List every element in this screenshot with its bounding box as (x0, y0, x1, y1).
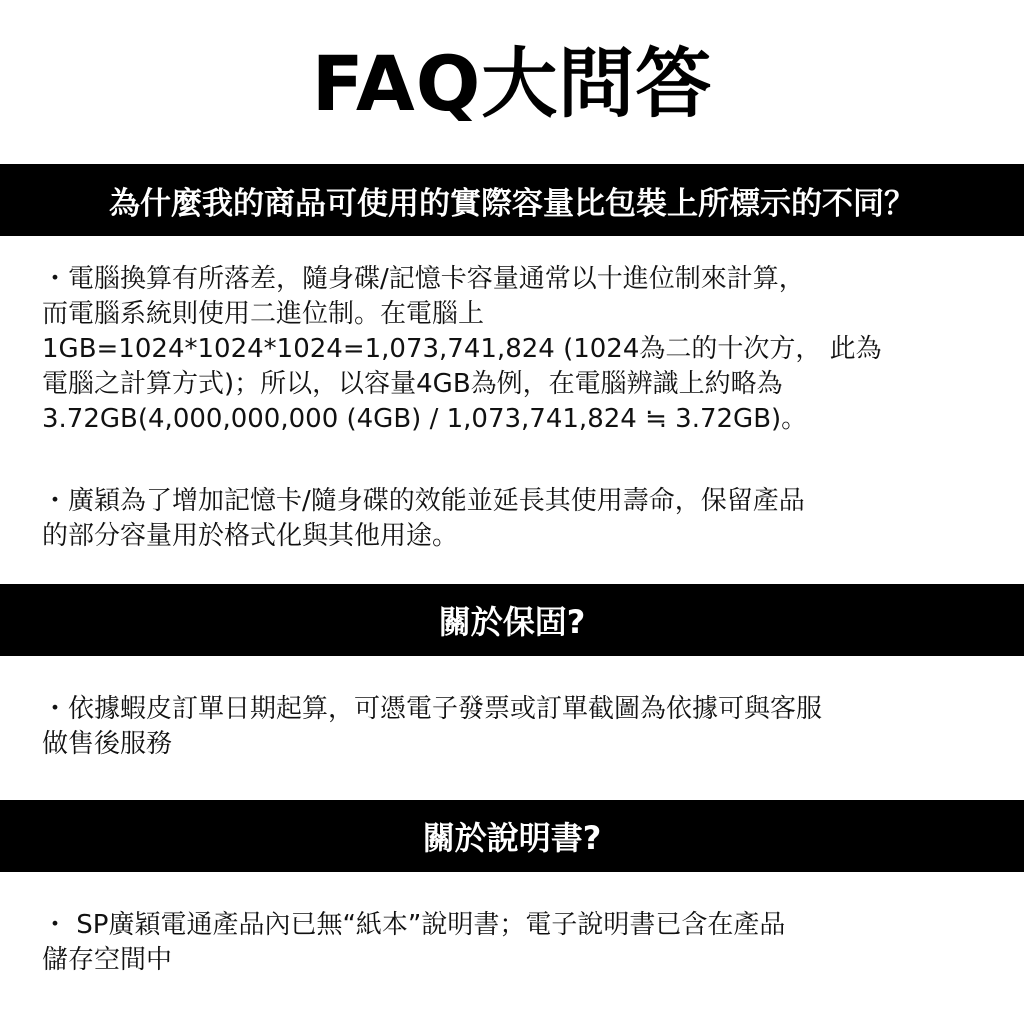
section-heading-capacity: 為什麼我的商品可使用的實際容量比包裝上所標示的不同？ (0, 164, 1024, 236)
page-title: FAQ大問答 (311, 39, 713, 128)
section-heading-manual: 關於說明書? (0, 800, 1024, 872)
section-heading-warranty: 關於保固? (0, 584, 1024, 656)
warranty-paragraph: ・依據蝦皮訂單日期起算，可憑電子發票或訂單截圖為依據可與客服 做售後服務 (42, 694, 823, 759)
capacity-paragraph-2: ・廣穎為了增加記憶卡/隨身碟的效能並延長其使用壽命，保留產品 的部分容量用於格式化與其他用途。 (42, 486, 805, 551)
capacity-paragraph-1: ・電腦換算有所落差，隨身碟/記憶卡容量通常以十進位制來計算， 而電腦系統則使用二進位制。在電腦上 1GB=1024*1024*1024=1,073,741,824 (1024為二的十次方， 此為 電腦之計算方式)；所以，以容量4GB為例，在電腦辨識上約略為 3.72GB(4,000,000,000 (4GB) / 1,073,741,824 ≒ 3.72GB)。 (42, 264, 882, 434)
manual-paragraph: ・ SP廣穎電通產品內已無“紙本”說明書；電子說明書已含在產品 儲存空間中 (42, 910, 786, 975)
